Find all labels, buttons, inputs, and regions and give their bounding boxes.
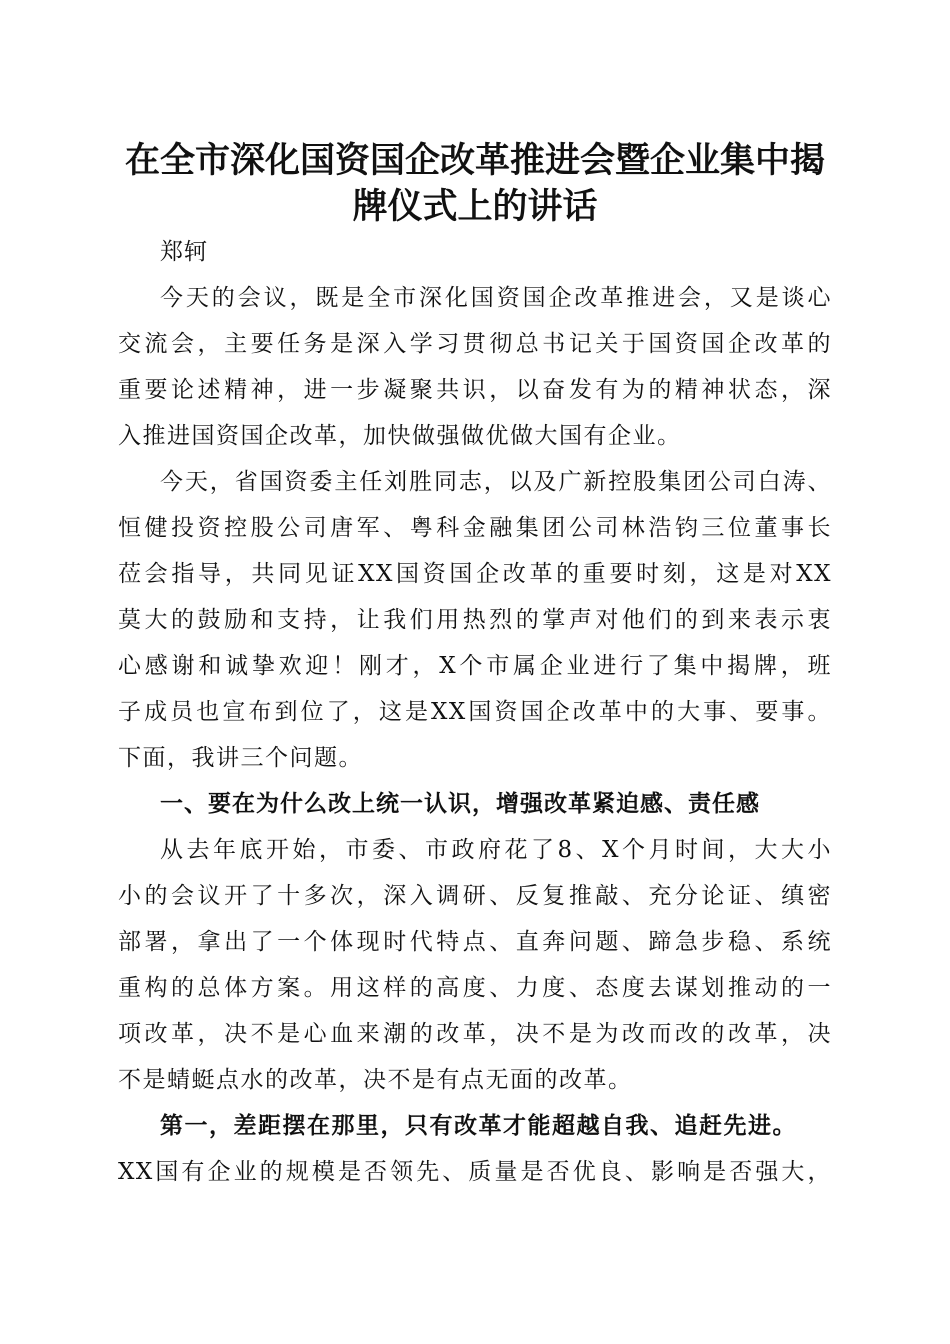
paragraph-3-line-1: 从去年底开始，市委、市政府花了8、X个月时间，大大小 <box>160 837 832 863</box>
paragraph-2-line-4: 莫大的鼓励和支持，让我们用热烈的掌声对他们的到来表示衷 <box>118 607 832 633</box>
document-title-line-1: 在全市深化国资国企改革推进会暨企业集中揭 <box>124 140 825 181</box>
paragraph-2-line-7: 下面，我讲三个问题。 <box>118 745 363 771</box>
paragraph-2-line-3: 莅会指导，共同见证XX国资国企改革的重要时刻，这是对XX <box>118 561 832 587</box>
paragraph-3-line-3: 部署，拿出了一个体现时代特点、直奔问题、蹄急步稳、系统 <box>118 929 832 955</box>
paragraph-1-line-1: 今天的会议，既是全市深化国资国企改革推进会，又是谈心 <box>160 285 832 311</box>
paragraph-3-line-6: 不是蜻蜓点水的改革，决不是有点无面的改革。 <box>118 1067 633 1093</box>
paragraph-2-line-5: 心感谢和诚挚欢迎！刚才，X个市属企业进行了集中揭牌，班 <box>118 653 832 679</box>
subheading-1: 第一，差距摆在那里，只有改革才能超越自我、追赶先进。 <box>160 1112 797 1139</box>
paragraph-1-line-4: 入推进国资国企改革，加快做强做优做大国有企业。 <box>118 423 682 449</box>
document-title-line-2: 牌仪式上的讲话 <box>352 186 598 227</box>
paragraph-2-line-2: 恒健投资控股公司唐军、粤科金融集团公司林浩钧三位董事长 <box>118 515 832 541</box>
paragraph-3-line-4: 重构的总体方案。用这样的高度、力度、态度去谋划推动的一 <box>118 975 832 1001</box>
section-heading-1: 一、要在为什么改上统一认识，增强改革紧迫感、责任感 <box>160 791 760 817</box>
paragraph-2-line-1: 今天，省国资委主任刘胜同志，以及广新控股集团公司白涛、 <box>160 469 832 495</box>
paragraph-1-line-3: 重要论述精神，进一步凝聚共识，以奋发有为的精神状态，深 <box>118 377 832 403</box>
paragraph-3-line-5: 项改革，决不是心血来潮的改革，决不是为改而改的改革，决 <box>118 1021 832 1047</box>
paragraph-3-line-2: 小的会议开了十多次，深入调研、反复推敲、充分论证、缜密 <box>118 883 832 909</box>
paragraph-1-line-2: 交流会，主要任务是深入学习贯彻总书记关于国资国企改革的 <box>118 331 832 357</box>
author-name: 郑轲 <box>160 239 208 265</box>
paragraph-4-line-1: XX国有企业的规模是否领先、质量是否优良、影响是否强大， <box>118 1159 832 1185</box>
paragraph-2-line-6: 子成员也宣布到位了，这是XX国资国企改革中的大事、要事。 <box>118 699 832 725</box>
